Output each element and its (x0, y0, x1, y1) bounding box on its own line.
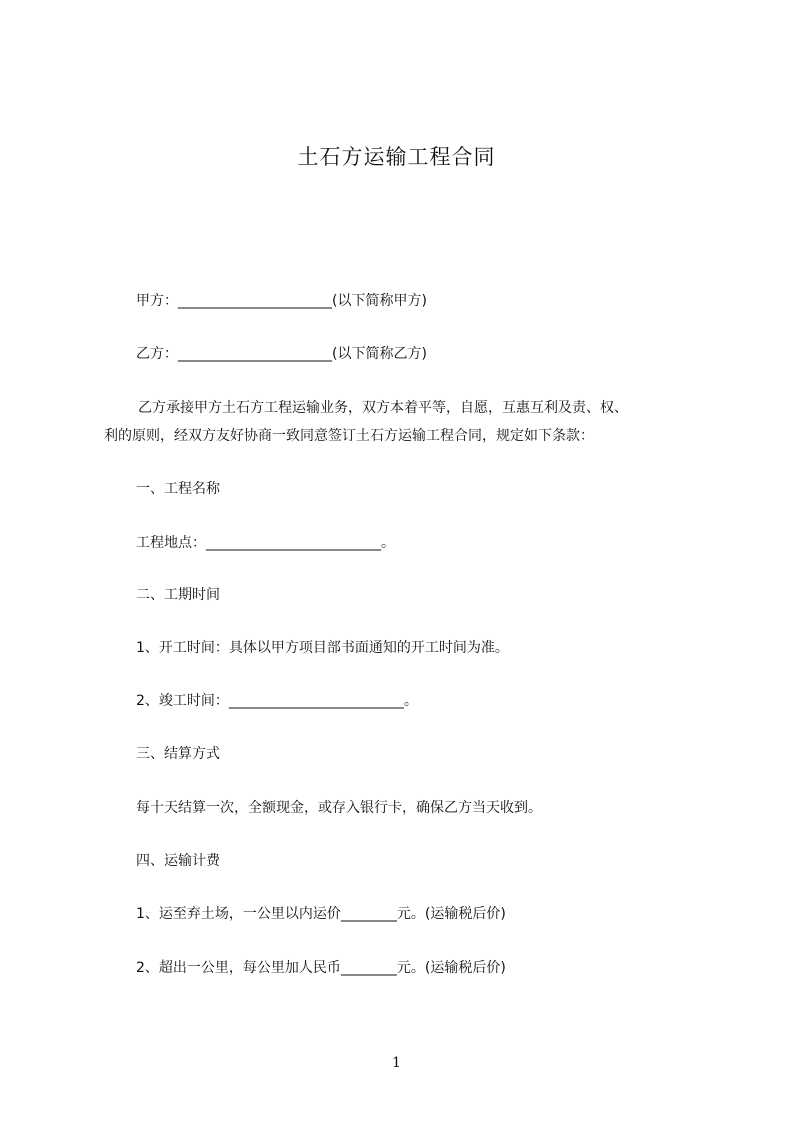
intro-paragraph-line-1: 乙方承接甲方土石方工程运输业务，双方本着平等，自愿，互惠互利及责、权、 (138, 400, 628, 416)
section-4-heading: 四、运输计费 (136, 853, 220, 869)
document-title: 土石方运输工程合同 (297, 145, 496, 169)
settlement-text: 每十天结算一次，全额现金，或存入银行卡，确保乙方当天收到。 (136, 800, 542, 816)
project-location-line: 工程地点：_________________________。 (136, 535, 395, 551)
section-3-heading: 三、结算方式 (136, 746, 220, 762)
fee-item-2: 2、超出一公里，每公里加人民币________元。(运输税后价) (136, 960, 506, 976)
section-1-heading: 一、工程名称 (136, 481, 220, 497)
section-2-heading: 二、工期时间 (136, 587, 220, 603)
fee-item-1: 1、运至弃土场，一公里以内运价________元。(运输税后价) (136, 906, 506, 922)
page-number: 1 (392, 1055, 401, 1071)
party-a-line: 甲方：______________________(以下简称甲方) (136, 293, 427, 309)
start-time-line: 1、开工时间：具体以甲方项目部书面通知的开工时间为准。 (136, 640, 509, 656)
completion-time-line: 2、竣工时间：_________________________。 (136, 693, 418, 709)
intro-paragraph-line-2: 利的原则，经双方友好协商一致同意签订土石方运输工程合同，规定如下条款： (104, 428, 594, 444)
party-b-line: 乙方：______________________(以下简称乙方) (136, 346, 427, 362)
